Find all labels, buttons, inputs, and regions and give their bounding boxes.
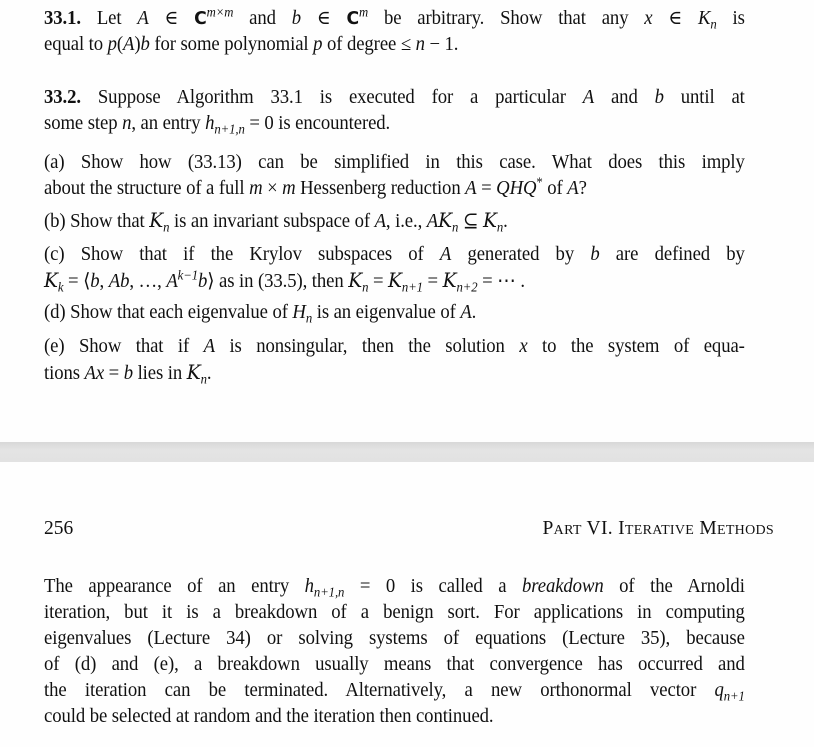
text: ? (578, 178, 587, 199)
text: is an eigenvalue of (312, 302, 461, 323)
math: x (519, 336, 528, 357)
page-separator (0, 442, 814, 462)
part-label: (d) (44, 302, 66, 323)
math: n (305, 310, 313, 326)
text: ∈ (301, 8, 347, 29)
math: A (123, 34, 135, 55)
math: A (203, 336, 215, 357)
text: Show that each eigenvalue of (70, 302, 293, 323)
text: . (503, 211, 508, 232)
math: m (249, 178, 263, 199)
text: of (542, 178, 568, 199)
math: n+2 (456, 279, 478, 295)
emphasis: breakdown (521, 576, 604, 597)
text: is an invariant subspace of (169, 211, 375, 232)
text-line (44, 32, 745, 58)
math: K (44, 269, 58, 292)
math: n+1 (401, 279, 423, 295)
exercise-part-c (44, 242, 745, 295)
text-line: iteration, but it is a breakdown of a benign sort. For applications in computing (44, 602, 745, 623)
math: A (439, 244, 452, 265)
exercise-part-d (44, 300, 745, 326)
text: = (476, 178, 497, 199)
text: = (422, 271, 443, 292)
text: of degree ≤ (322, 34, 416, 55)
math: m×m (206, 4, 234, 20)
math: m (282, 178, 296, 199)
text: The appearance of an entry (44, 576, 305, 597)
section-title: Part VI. Iterative Methods (542, 518, 774, 539)
text-line (44, 85, 745, 111)
math: Ax (84, 363, 105, 384)
text: tions (44, 363, 85, 384)
math: A (465, 178, 477, 199)
math: n (362, 279, 369, 295)
math: b (590, 244, 600, 265)
text: equal to (44, 34, 108, 55)
math: n+1,n (313, 584, 345, 600)
math: h (304, 576, 314, 597)
text-line (44, 574, 745, 600)
text: = (104, 363, 124, 384)
body-paragraph (44, 574, 745, 730)
math: n+1 (723, 688, 745, 704)
text: the iteration can be terminated. Alternatively, a new orthonormal vector (44, 680, 715, 701)
text: = 0 is called a (344, 576, 522, 597)
math: k−1 (177, 267, 198, 283)
text: be arbitrary. Show that any (368, 8, 645, 29)
exercise-part-b (44, 208, 745, 235)
text: , i.e., (385, 211, 427, 232)
math: k (57, 279, 64, 295)
math: h (205, 113, 215, 134)
text: generated by (451, 244, 591, 265)
exercise-part-e (44, 334, 745, 387)
math: q (714, 680, 724, 701)
math: A (582, 87, 595, 108)
text: − 1. (424, 34, 459, 55)
text-line (44, 268, 745, 295)
text: ⊆ (458, 211, 484, 232)
exercise-number: 33.2. (44, 87, 81, 108)
math: A (426, 211, 439, 232)
math: x (644, 8, 653, 29)
math: n (163, 219, 170, 235)
text: . (206, 363, 212, 384)
math: A (166, 271, 178, 292)
math: b (197, 271, 208, 292)
math: p (313, 34, 323, 55)
math: * (536, 174, 543, 190)
text: is nonsingular, then the solution (214, 336, 520, 357)
text: ∈ (652, 8, 698, 29)
text-line (44, 208, 745, 235)
math: n (200, 371, 207, 387)
exercise-number: 33.1. (44, 8, 81, 29)
text-line (44, 242, 745, 268)
text: Show how (33.13) can be simplified in this case. What does this imply (80, 152, 745, 173)
text: = 0 is encountered. (244, 113, 391, 134)
text-line: of (d) and (e), a breakdown usually means that convergence has occurred and (44, 654, 745, 675)
text-line (44, 360, 745, 387)
text: = (63, 271, 84, 292)
text: to the system of equa- (527, 336, 745, 357)
math: K (438, 209, 452, 232)
math: b (291, 8, 302, 29)
math: A (460, 302, 472, 323)
part-label: (a) (44, 152, 65, 173)
text: some step (44, 113, 123, 134)
math: Ab (108, 271, 130, 292)
text: , …, (129, 271, 167, 292)
exercise-part-a (44, 150, 745, 202)
math: K (149, 209, 164, 232)
exercise-33-1 (44, 6, 745, 58)
text: is (716, 8, 745, 29)
text: ⟨ (83, 271, 91, 292)
text: and (594, 87, 655, 108)
math: n (451, 219, 459, 235)
text: ( (116, 34, 124, 55)
text-line: eigenvalues (Lecture 34) or solving systems of equations (Lecture 35), because (44, 628, 745, 649)
math: n (122, 113, 132, 134)
math: b (123, 363, 133, 384)
math: n (710, 16, 717, 32)
math: K (388, 269, 402, 292)
math: C (194, 8, 207, 29)
part-label: (b) (44, 211, 66, 232)
math: K (697, 8, 711, 29)
math: n (496, 219, 504, 235)
math: p (107, 34, 117, 55)
text: for some polynomial (149, 34, 314, 55)
text: ∈ (148, 8, 195, 29)
text: about the structure of a full (44, 178, 250, 199)
math: C (346, 8, 360, 29)
text: Let (96, 8, 138, 29)
text: ⟩ (207, 271, 215, 292)
math: K (483, 209, 497, 232)
text: of the Arnoldi (603, 576, 745, 597)
text: , an entry (131, 113, 206, 134)
text-line (44, 150, 745, 176)
math: K (186, 361, 201, 384)
text-line (44, 300, 745, 326)
math: n+1,n (214, 121, 245, 137)
text: Show that (70, 211, 150, 232)
exercise-33-2 (44, 85, 745, 137)
text: and (233, 8, 292, 29)
text: , (99, 271, 109, 292)
math: QHQ (496, 178, 537, 199)
math: H (292, 302, 306, 323)
text: until at (663, 87, 745, 108)
text-line (44, 111, 745, 137)
text: Hessenberg reduction (295, 178, 466, 199)
text: Show that if the Krylov subspaces of (80, 244, 440, 265)
math: A (374, 211, 386, 232)
text: × (262, 178, 283, 199)
math: A (137, 8, 149, 29)
running-head (44, 518, 774, 548)
math: K (348, 269, 363, 292)
math: n (415, 34, 425, 55)
math: b (140, 34, 150, 55)
text-line: could be selected at random and the iteration then continued. (44, 706, 494, 727)
text: = ⋯ . (477, 271, 525, 292)
text: = (368, 271, 389, 292)
text: Suppose Algorithm 33.1 is executed for a particular (97, 87, 583, 108)
math: m (359, 4, 369, 20)
text-line (44, 334, 745, 360)
text: . (471, 302, 477, 323)
text-line (44, 176, 745, 202)
text: lies in (132, 363, 187, 384)
text: are defined by (599, 244, 745, 265)
math: K (442, 269, 457, 292)
math: b (90, 271, 100, 292)
math: A (567, 178, 579, 199)
part-label: (c) (44, 244, 65, 265)
text: ) (134, 34, 141, 55)
text: as in (33.5), then (214, 271, 349, 292)
math: b (654, 87, 664, 108)
part-label: (e) (44, 336, 65, 357)
page-number: 256 (44, 518, 74, 539)
text: Show that if (78, 336, 204, 357)
text-line (44, 678, 745, 704)
text-line (44, 6, 745, 32)
